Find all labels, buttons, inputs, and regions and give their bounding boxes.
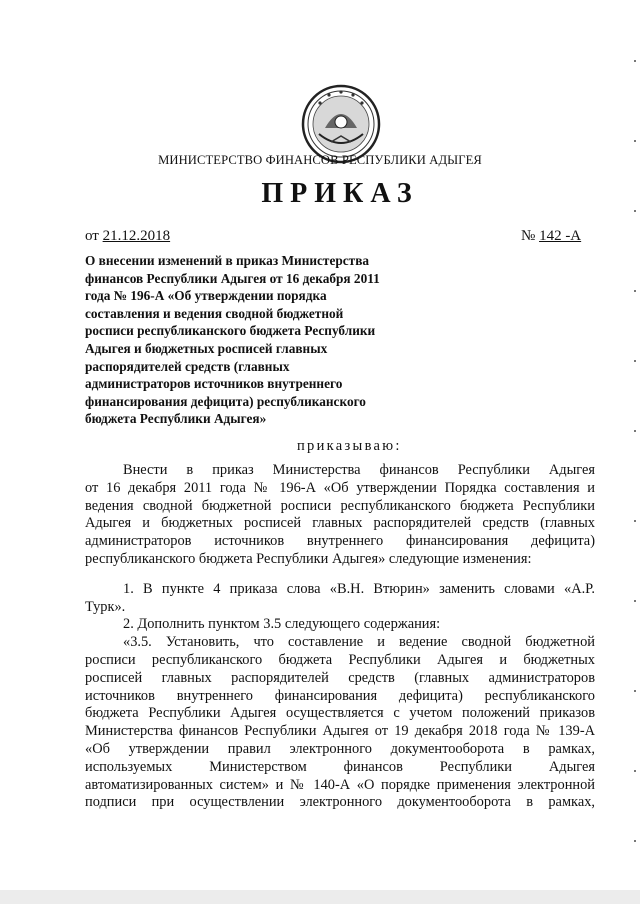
- order-date: [85, 228, 170, 245]
- ministry-name: МИНИСТЕРСТВО ФИНАНСОВ РЕСПУБЛИКИ АДЫГЕЯ: [158, 153, 482, 167]
- body-line: ведения сводной бюджетной росписи республиканского бюджета Республики: [85, 497, 595, 514]
- title-line: финансов Республики Адыгея от 16 декабря 2011: [85, 270, 380, 286]
- title-line: финансирования дефицита) республиканского: [85, 393, 366, 409]
- number-prefix: №: [521, 228, 536, 244]
- body-line: подписи при осуществлении электронного документооборота в рамках,: [85, 794, 595, 811]
- paragraph-item-3-5: [85, 634, 595, 812]
- scan-edge-marks: [634, 0, 636, 905]
- paragraph-intro: [85, 462, 595, 569]
- title-line: года № 196-А «Об утверждении порядка: [85, 288, 327, 304]
- order-body: [85, 462, 595, 812]
- body-line: «Об утверждении правил электронного документооборота в рамках,: [85, 740, 595, 757]
- title-line: О внесении изменений в приказ Министерства: [85, 253, 370, 268]
- body-line: 2. Дополнить пунктом 3.5 следующего содержания:: [123, 616, 441, 633]
- body-line: используемых Министерством финансов Республики Адыгея: [85, 758, 595, 775]
- body-line: республиканского бюджета Республики Адыгея» следующие изменения:: [85, 550, 532, 567]
- number-value: 142 -А: [539, 228, 582, 244]
- body-line: бюджета Республики Адыгея осуществляется с учетом положений приказов: [85, 705, 595, 722]
- body-line: от 16 декабря 2011 года № 196-А «Об утверждении Порядка составления и: [85, 479, 595, 496]
- date-value: 21.12.2018: [102, 228, 171, 244]
- body-line: «3.5. Установить, что составление и ведение сводной бюджетной: [123, 634, 595, 651]
- date-prefix: от: [85, 228, 99, 244]
- body-line: автоматизированных систем» и № 140-А «О порядке применения электронной: [85, 776, 595, 793]
- body-line: Адыгея и бюджетных росписей главных распорядителей средств (главных: [85, 515, 595, 532]
- order-number: [521, 228, 581, 245]
- title-line: бюджета Республики Адыгея»: [85, 411, 267, 427]
- paragraph-item-1: [85, 581, 595, 617]
- title-line: составления и ведения сводной бюджетной: [85, 305, 344, 321]
- order-title: [85, 252, 415, 428]
- body-line: администраторов источников внутреннего финансирования дефицита): [85, 533, 595, 550]
- scan-bottom-border: [0, 890, 640, 904]
- body-line: Турк».: [85, 598, 126, 615]
- body-line: росписи республиканского бюджета Республики Адыгея и бюджетных: [85, 651, 595, 668]
- title-line: распорядителей средств (главных: [85, 358, 290, 374]
- body-line: Внести в приказ Министерства финансов Республики Адыгея: [123, 462, 595, 478]
- title-line: росписи республиканского бюджета Республики: [85, 323, 376, 339]
- coat-of-arms-emblem: [301, 84, 381, 164]
- order-directive-word: приказываю:: [297, 438, 402, 454]
- body-line: росписей главных распорядителей средств (главных администраторов: [85, 669, 595, 686]
- body-line: 1. В пункте 4 приказа слова «В.Н. Втюрин» заменить словами «А.Р.: [123, 580, 595, 597]
- paragraph-item-2: [85, 616, 595, 634]
- body-line: Министерства финансов Республики Адыгея от 19 декабря 2018 года № 139-А: [85, 723, 595, 740]
- document-type-heading: ПРИКАЗ: [261, 178, 419, 209]
- body-line: источников внутреннего финансирования дефицита) республиканского: [85, 687, 595, 704]
- title-line: Адыгея и бюджетных росписей главных: [85, 340, 328, 356]
- title-line: администраторов источников внутреннего: [85, 376, 343, 392]
